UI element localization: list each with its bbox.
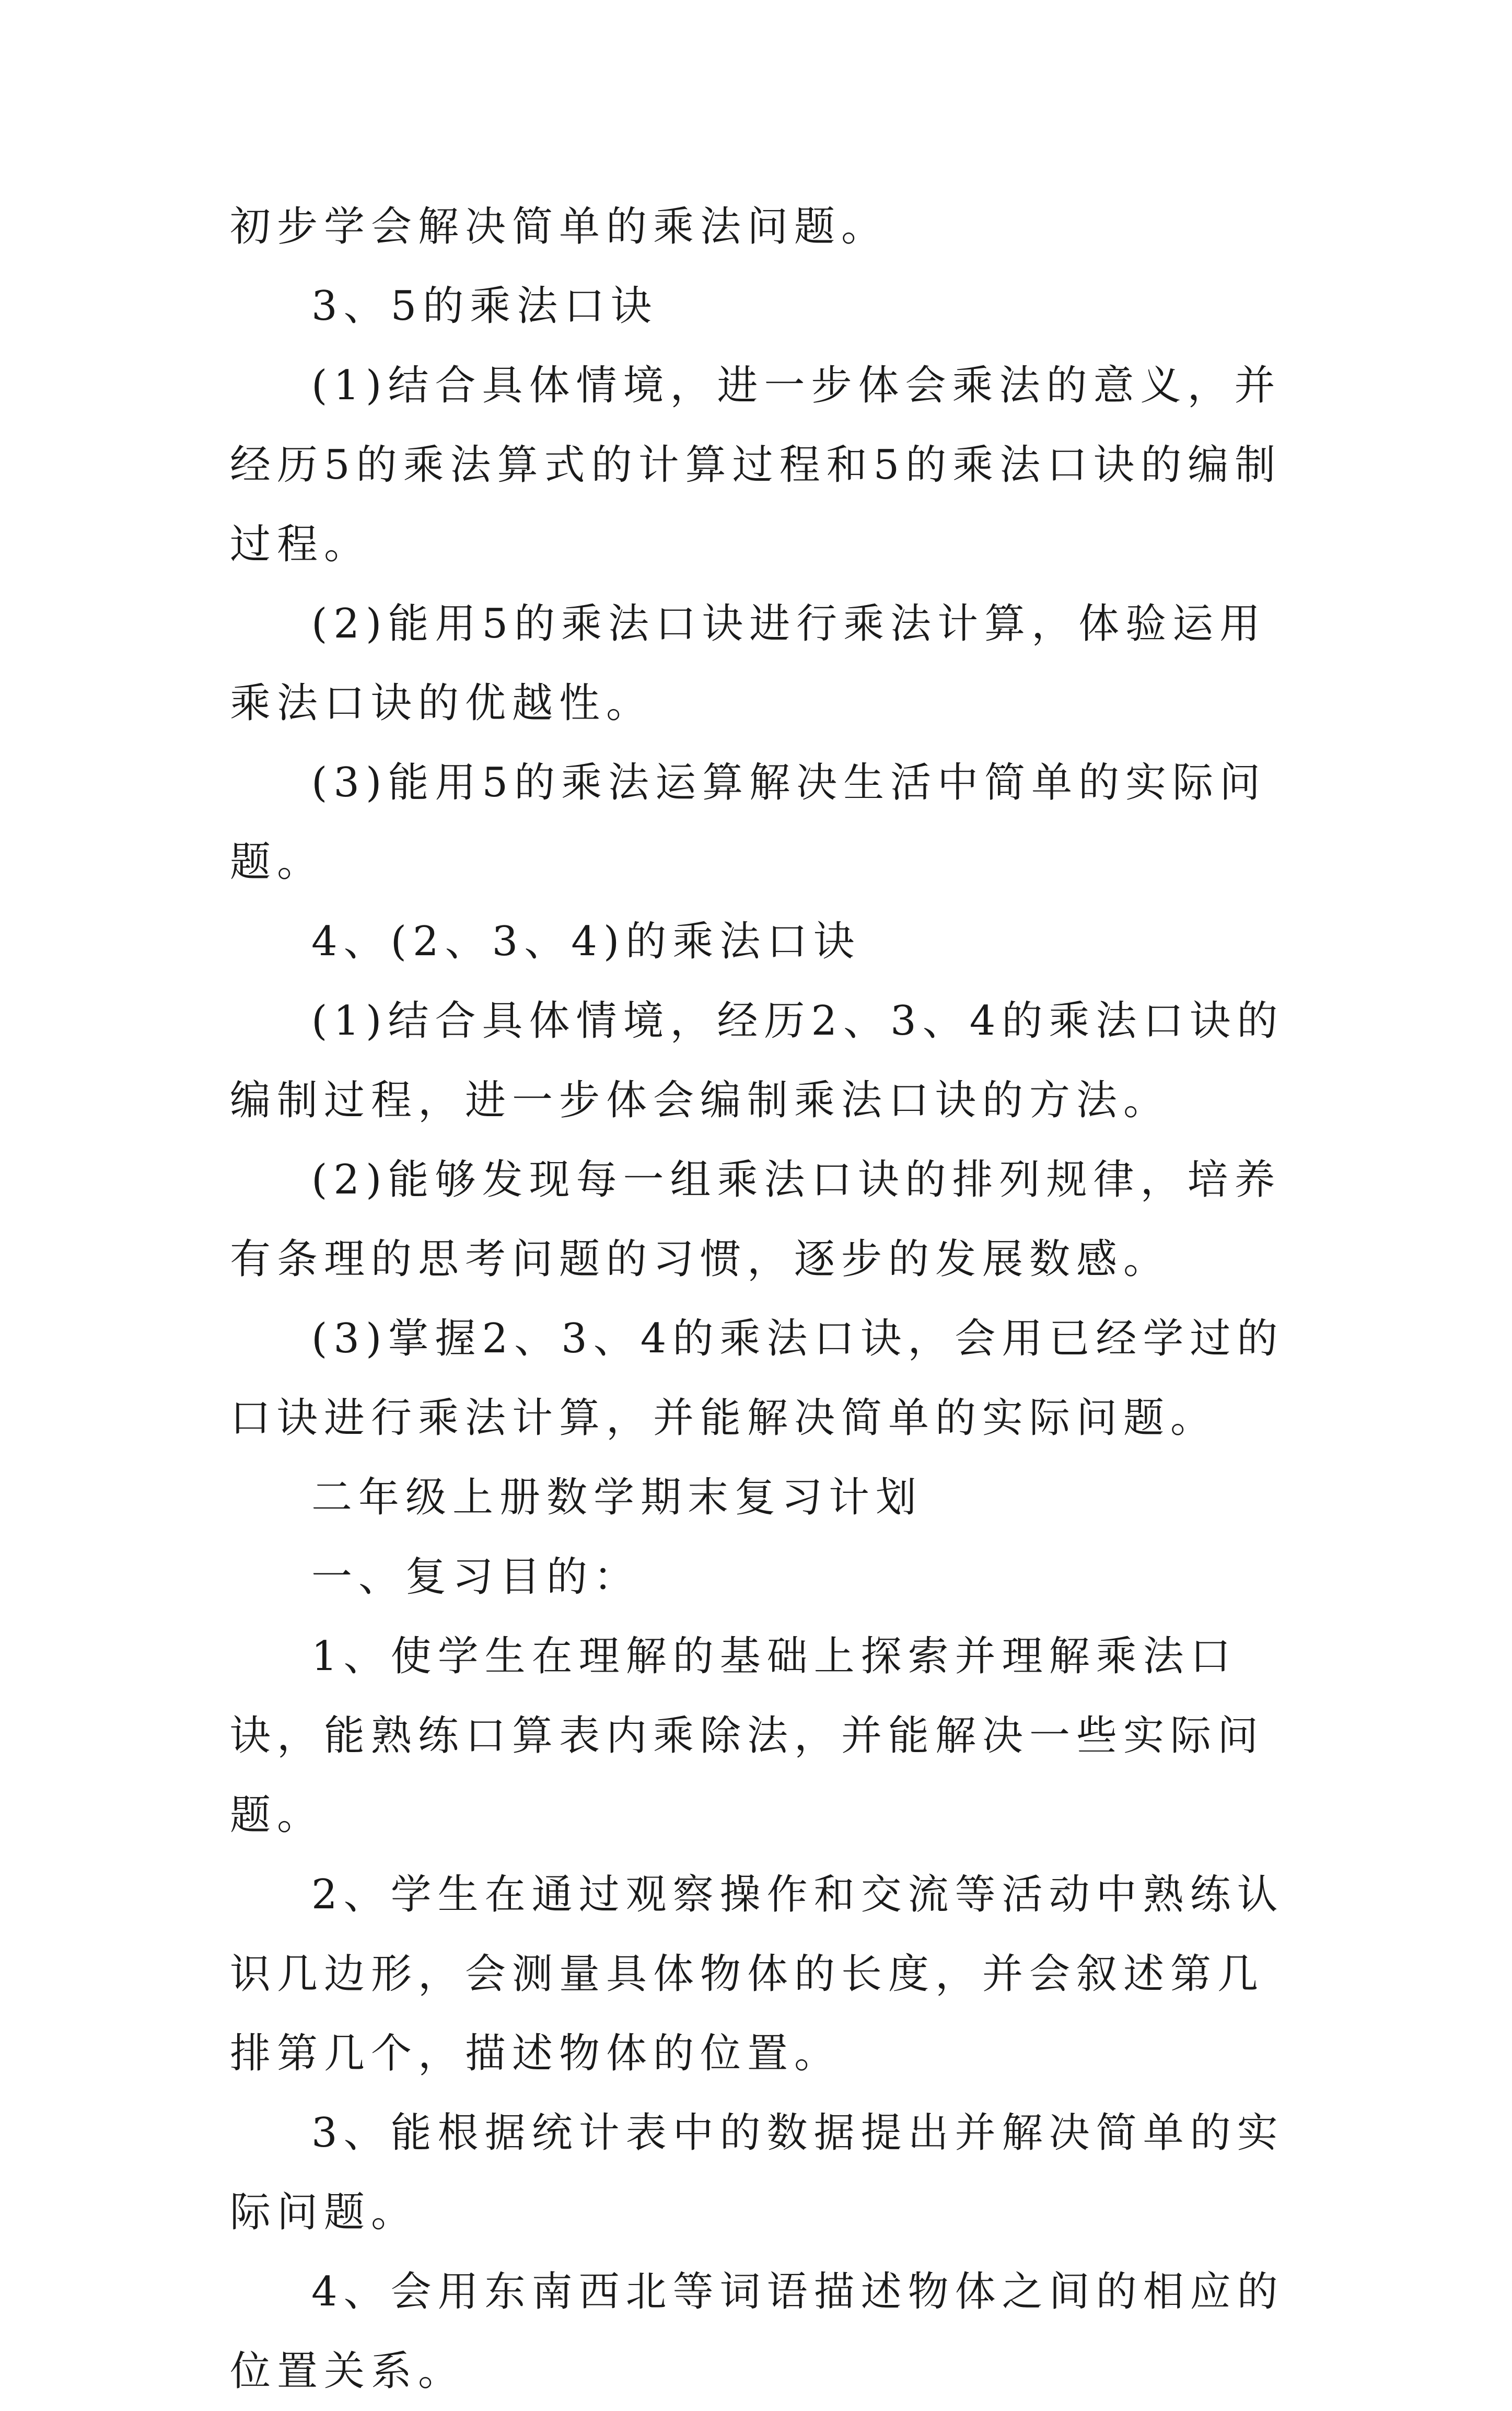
section-heading: 一、复习目的：: [311, 1554, 641, 1601]
paragraph: (3)能用5的乘法运算解决生活中简单的实际问题。: [230, 759, 1267, 886]
paragraph: (2)能用5的乘法口诀进行乘法计算，体验运用乘法口诀的优越性。: [230, 600, 1267, 727]
paragraph: (1)结合具体情境，进一步体会乘法的意义，并经历5的乘法算式的计算过程和5的乘法口诀的编制过程。: [230, 362, 1282, 568]
paragraph: 3、5的乘法口诀: [311, 283, 658, 330]
document-body: [230, 187, 1296, 2411]
paragraph: 4、(2、3、4)的乘法口诀: [311, 918, 861, 965]
section-heading: 二年级上册数学期末复习计划: [311, 1474, 923, 1521]
paragraph: (2)能够发现每一组乘法口诀的排列规律，培养有条理的思考问题的习惯，逐步的发展数感。: [230, 1156, 1282, 1283]
paragraph: (3)掌握2、3、4的乘法口诀，会用已经学过的口诀进行乘法计算，并能解决简单的实际问题。: [230, 1315, 1284, 1442]
paragraph: 2、学生在通过观察操作和交流等活动中熟练认识几边形，会测量具体物体的长度，并会叙述第几排第几个，描述物体的位置。: [230, 1871, 1284, 2077]
paragraph: 4、会用东南西北等词语描述物体之间的相应的位置关系。: [230, 2268, 1284, 2395]
paragraph: (1)结合具体情境，经历2、3、4的乘法口诀的编制过程，进一步体会编制乘法口诀的方法。: [230, 998, 1284, 1124]
paragraph: 3、能根据统计表中的数据提出并解决简单的实际问题。: [230, 2109, 1284, 2236]
paragraph: 初步学会解决简单的乘法问题。: [230, 203, 889, 250]
paragraph: 1、使学生在理解的基础上探索并理解乘法口诀，能熟练口算表内乘除法，并能解决一些实际问题。: [230, 1633, 1265, 1839]
